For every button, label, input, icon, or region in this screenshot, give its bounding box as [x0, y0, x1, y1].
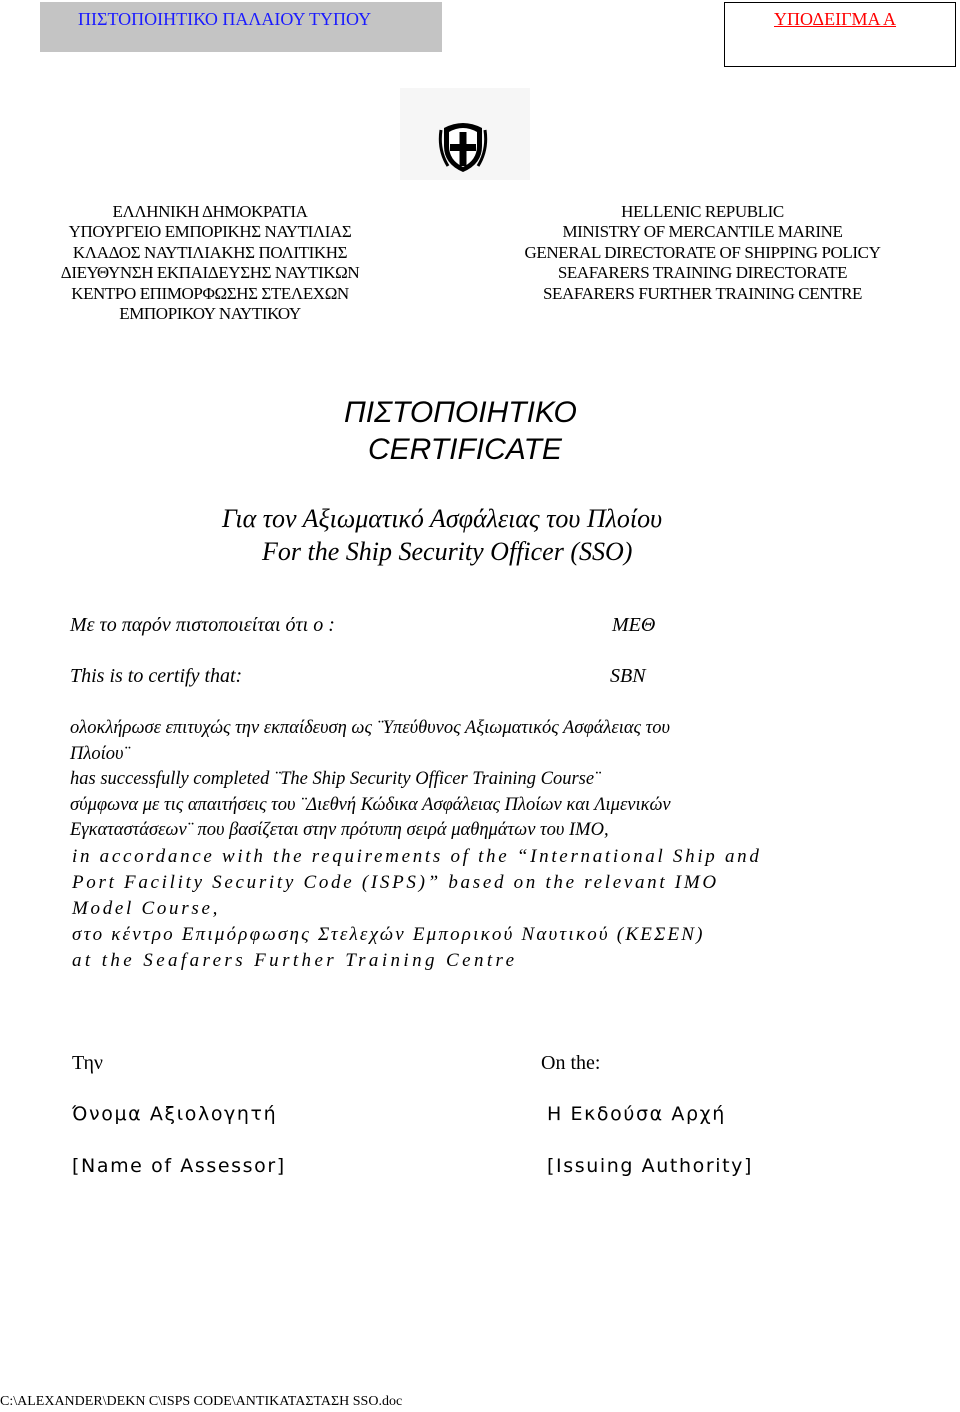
body-line: Port Facility Security Code (ISPS)” based on the relevant IMO — [72, 872, 719, 893]
body-line: Πλοίου¨ — [70, 744, 130, 764]
issuing-authority-english: [Issuing Authority] — [547, 1155, 754, 1177]
authority-greek-line: ΔΙΕΥΘΥΝΣΗ ΕΚΠΑΙΔΕΥΣΗΣ ΝΑΥΤΙΚΩΝ — [60, 263, 360, 283]
body-line: at the Seafarers Further Training Centre — [72, 950, 518, 971]
authority-english-line: HELLENIC REPUBLIC — [621, 202, 784, 221]
authority-greek — [20, 202, 400, 324]
body-line: στο κέντρο Επιμόρφωσης Στελεχών Εμπορικού Ναυτικού (ΚΕΣΕΝ) — [72, 924, 705, 945]
authority-english — [500, 202, 905, 304]
body-line: in accordance with the requirements of the “International Ship and — [72, 846, 762, 867]
for-officer-english: For the Ship Security Officer (SSO) — [262, 537, 633, 566]
certify-value-greek: ΜΕΘ — [612, 614, 656, 636]
authority-english-line: MINISTRY OF MERCANTILE MARINE — [562, 222, 843, 242]
body-line: σύμφωνα με τις απαιτήσεις του ¨Διεθνή Κώδικα Ασφάλειας Πλοίων και Λιμενικών — [70, 795, 671, 815]
authority-english-line: SEAFARERS FURTHER TRAINING CENTRE — [542, 283, 863, 303]
authority-greek-line: ΚΛΑΔΟΣ ΝΑΥΤΙΛΙΑΚΗΣ ΠΟΛΙΤΙΚΗΣ — [72, 242, 348, 262]
authority-greek-line: ΕΜΠΟΡΙΚΟΥ ΝΑΥΤΙΚΟΥ — [119, 304, 301, 324]
for-officer-greek: Για τον Αξιωματικό Ασφάλειας του Πλοίου — [222, 504, 663, 533]
issuing-authority-greek: Η Εκδούσα Αρχή — [547, 1103, 726, 1125]
assessor-label-english: [Name of Assessor] — [72, 1155, 286, 1177]
date-label-english: On the: — [541, 1052, 601, 1074]
authority-greek-line: ΥΠΟΥΡΓΕΙΟ ΕΜΠΟΡΙΚΗΣ ΝΑΥΤΙΛΙΑΣ — [68, 222, 352, 242]
authority-greek-line: ΕΛΛΗΝΙΚΗ ΔΗΜΟΚΡΑΤΙΑ — [112, 202, 308, 221]
authority-english-line: GENERAL DIRECTORATE OF SHIPPING POLICY — [524, 242, 881, 262]
file-path-footer: C:\ALEXANDER\DEKN C\ISPS CODE\ANTIKATAΣΤΑΣΗ SSO.doc — [0, 1394, 403, 1409]
document-title: ΠΙΣΤΟΠΟΙΗΤΙΚΟ ΠΑΛΑΙΟΥ ΤΥΠΟΥ — [78, 9, 372, 29]
certificate-title-english: CERTIFICATE — [368, 433, 562, 466]
certify-label-english: This is to certify that: — [70, 665, 243, 687]
body-line: Model Course, — [72, 898, 221, 919]
authority-english-line: SEAFARERS TRAINING DIRECTORATE — [557, 263, 848, 283]
date-label-greek: Την — [72, 1052, 103, 1074]
certify-label-greek: Με το παρόν πιστοποιείται ότι ο : — [70, 614, 335, 636]
assessor-label-greek: Όνομα Αξιολογητή — [72, 1103, 278, 1125]
sample-label: ΥΠΟΔΕΙΓΜΑ Α — [774, 9, 897, 29]
certificate-title-greek: ΠΙΣΤΟΠΟΙΗΤΙΚΟ — [344, 396, 577, 429]
body-line: has successfully completed ¨The Ship Security Officer Training Course¨ — [70, 769, 601, 789]
body-line: ολοκλήρωσε επιτυχώς την εκπαίδευση ως ¨Υπεύθυνος Αξιωματικός Ασφάλειας του — [70, 718, 671, 738]
body-line: Εγκαταστάσεων¨ που βασίζεται στην πρότυπη σειρά μαθημάτων του IMO, — [70, 820, 609, 840]
certify-value-english: SBN — [610, 665, 646, 687]
greek-coat-of-arms-icon — [438, 120, 488, 174]
authority-greek-line: ΚΕΝΤΡΟ ΕΠΙΜΟΡΦΩΣΗΣ ΣΤΕΛΕΧΩΝ — [71, 283, 349, 303]
